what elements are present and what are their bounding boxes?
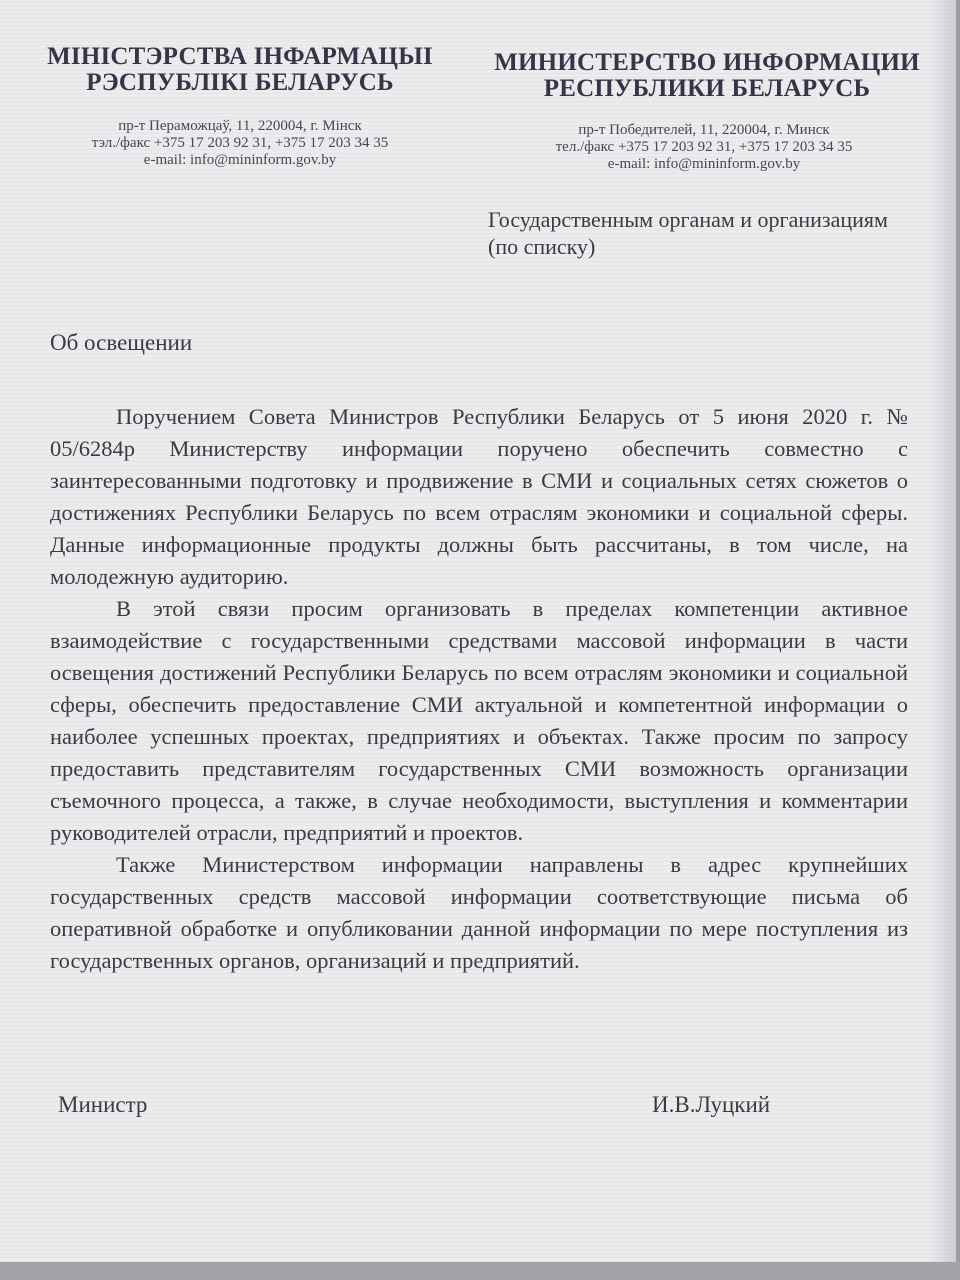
ministry-contacts-belarusian	[40, 118, 440, 169]
email-belarusian: e-mail: info@mininform.gov.by	[143, 152, 337, 168]
ministry-name-belarusian: МІНІСТЭРСТВА ІНФАРМАЦЫІ РЭСПУБЛІКІ БЕЛАРУСЬ	[47, 43, 433, 96]
phone-belarusian: тэл./факс +375 17 203 92 31, +375 17 203 34 35	[91, 135, 389, 151]
page-edge-shadow	[928, 0, 956, 1262]
paragraph-2: В этой связи просим организовать в пределах компетенции активное взаимодействие с государственными средствами массовой информации в части освещения достижений Республики Беларусь по всем отраслям экономики и социальной сферы, обеспечить предоставление СМИ актуальной и компетентной информации о наиболее успешных проектах, предприятиях и объектах. Также просим по запросу предоставить представителям государственных СМИ возможность организации съемочного процесса, а также, в случае необходимости, выступления и комментарии руководителей отрасли, предприятий и проектов.	[50, 596, 908, 845]
signer-position: Министр	[58, 1092, 148, 1117]
paragraph-3: Также Министерством информации направлены в адрес крупнейших государственных средств массовой информации соответствующие письма об оперативной обработке и опубликовании данной информации по мере поступления из государственных органов, организаций и предприятий.	[50, 852, 908, 973]
recipient: Государственным органам и организациям (по списку)	[488, 207, 888, 259]
ministry-contacts-russian	[494, 122, 914, 173]
ministry-name-russian: МИНИСТЕРСТВО ИНФОРМАЦИИ РЕСПУБЛИКИ БЕЛАРУСЬ	[494, 49, 920, 102]
address-russian: пр-т Победителей, 11, 220004, г. Минск	[578, 122, 830, 138]
phone-russian: тел./факс +375 17 203 92 31, +375 17 203 34 35	[555, 139, 853, 155]
paragraph-1: Поручением Совета Министров Республики Беларусь от 5 июня 2020 г. № 05/6284р Министерству информации поручено обеспечить совместно с заинтересованными подготовку и продвижение в СМИ и социальных сетях сюжетов о достижениях Республики Беларусь по всем отраслям экономики и социальной сферы. Данные информационные продукты должны быть рассчитаны, в том числе, на молодежную аудиторию.	[50, 404, 908, 589]
background-surface	[0, 1262, 960, 1280]
letter-body	[50, 401, 908, 977]
letter-subject: Об освещении	[50, 330, 193, 355]
signer-name: И.В.Луцкий	[652, 1092, 771, 1117]
address-belarusian: пр-т Пераможцаў, 11, 220004, г. Мінск	[118, 118, 362, 134]
email-russian: e-mail: info@mininform.gov.by	[607, 156, 801, 172]
